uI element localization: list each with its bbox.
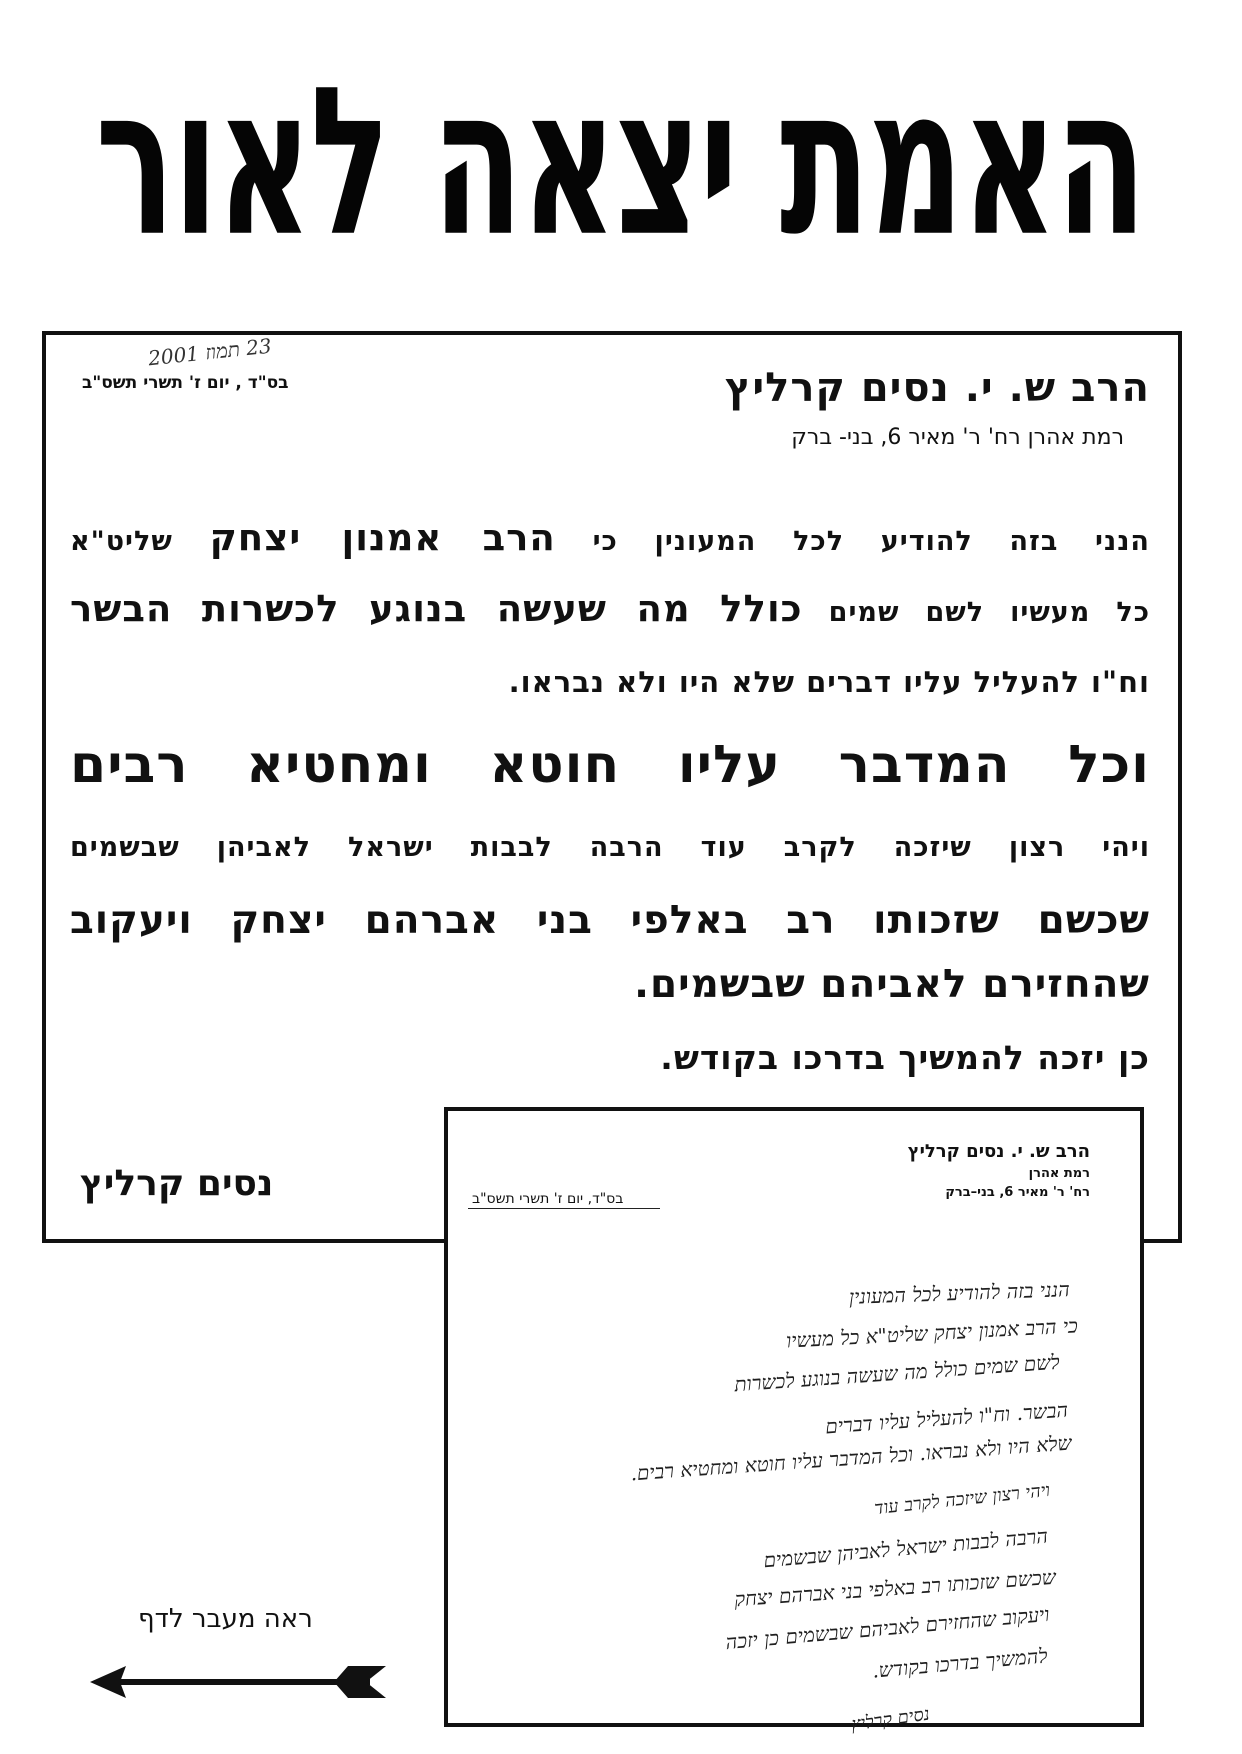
page-headline: האמת יצאה לאור	[95, 43, 1145, 283]
handwritten-line: ויעקוב שהחזירם לאביהם שבשמים כן יזכה	[724, 1601, 1051, 1655]
handwritten-line: כי הרב אמנון יצחק שליט"א כל מעשיו	[785, 1313, 1079, 1353]
handwritten-annotation: 23 תמוז 2001	[147, 333, 273, 371]
letter-author: הרב ש. י. נסים קרליץ	[907, 1141, 1090, 1162]
document-date: בס"ד , יום ז' תשרי תשס"ב	[82, 373, 289, 393]
statement-line-6: שכשם שזכותו רב באלפי בני אברהם יצחק ויעקוב	[70, 898, 1150, 943]
original-letter-image	[444, 1107, 1144, 1736]
statement-line-2-emphasis: כולל מה שעשה בנוגע לכשרות הבשר	[70, 587, 803, 630]
letterhead-author: הרב ש. י. נסים קרליץ	[724, 365, 1150, 411]
letter-date-underline	[468, 1208, 660, 1209]
statement-line-2	[70, 587, 1150, 630]
statement-emphasis-line: וכל המדבר עליו חוטא ומחטיא רבים	[70, 735, 1150, 795]
see-over-label: ראה מעבר לדף	[138, 1604, 313, 1634]
printed-signature: נסים קרליץ	[80, 1163, 274, 1204]
statement-line-2-start: כל מעשיו לשם שמים	[802, 597, 1151, 628]
statement-line-1	[70, 516, 1150, 559]
handwritten-line: ויהי רצון שיזכה לקרב עוד	[872, 1479, 1051, 1520]
statement-line-1-start: הנני בזה להודיע לכל המעונין כי	[555, 526, 1150, 557]
letterhead-address: רמת אהרן רח' ר' מאיר 6, בני- ברק	[791, 425, 1124, 450]
handwritten-line: הנני בזה להודיע לכל המעונין	[848, 1277, 1071, 1309]
statement-line-7: שהחזירם לאביהם שבשמים.	[634, 962, 1150, 1007]
handwritten-line: להמשיך בדרכו בקודש.	[871, 1643, 1049, 1683]
handwritten-line: לשם שמים כולל מה שעשה בנוגע לכשרות	[733, 1349, 1061, 1397]
handwritten-line: הרבה לבבות ישראל לאביהן שבשמים	[761, 1523, 1049, 1573]
statement-line-8: כן יזכה להמשיך בדרכו בקודש.	[660, 1038, 1150, 1077]
statement-line-1-end: שליט"א	[70, 526, 210, 557]
letter-address: רח' ר' מאיר 6, בני–ברק	[945, 1185, 1090, 1200]
statement-line-3: וח"ו להעליל עליו דברים שלא היו ולא נבראו.	[508, 665, 1150, 699]
letter-date: בס"ד, יום ז' תשרי תשס"ב	[472, 1191, 624, 1207]
handwritten-signature: נסים קרליץ	[850, 1703, 932, 1736]
handwritten-line: שלא היו ולא נבראו. וכל המדבר עליו חוטא ומחטיא רבים.	[629, 1430, 1073, 1486]
left-arrow-icon	[90, 1660, 386, 1704]
handwritten-line: שכשם שזכותו רב באלפי בני אברהם יצחק	[733, 1564, 1057, 1612]
letter-area: רמת אהרן	[1028, 1166, 1090, 1181]
handwritten-line: הבשר. וח"ו להעליל עליו דברים	[824, 1397, 1069, 1439]
statement-line-5: ויהי רצון שיזכה לקרב עוד הרבה לבבות ישראל לאביהן שבשמים	[70, 832, 1150, 863]
rabbi-name: הרב אמנון יצחק	[209, 516, 556, 559]
